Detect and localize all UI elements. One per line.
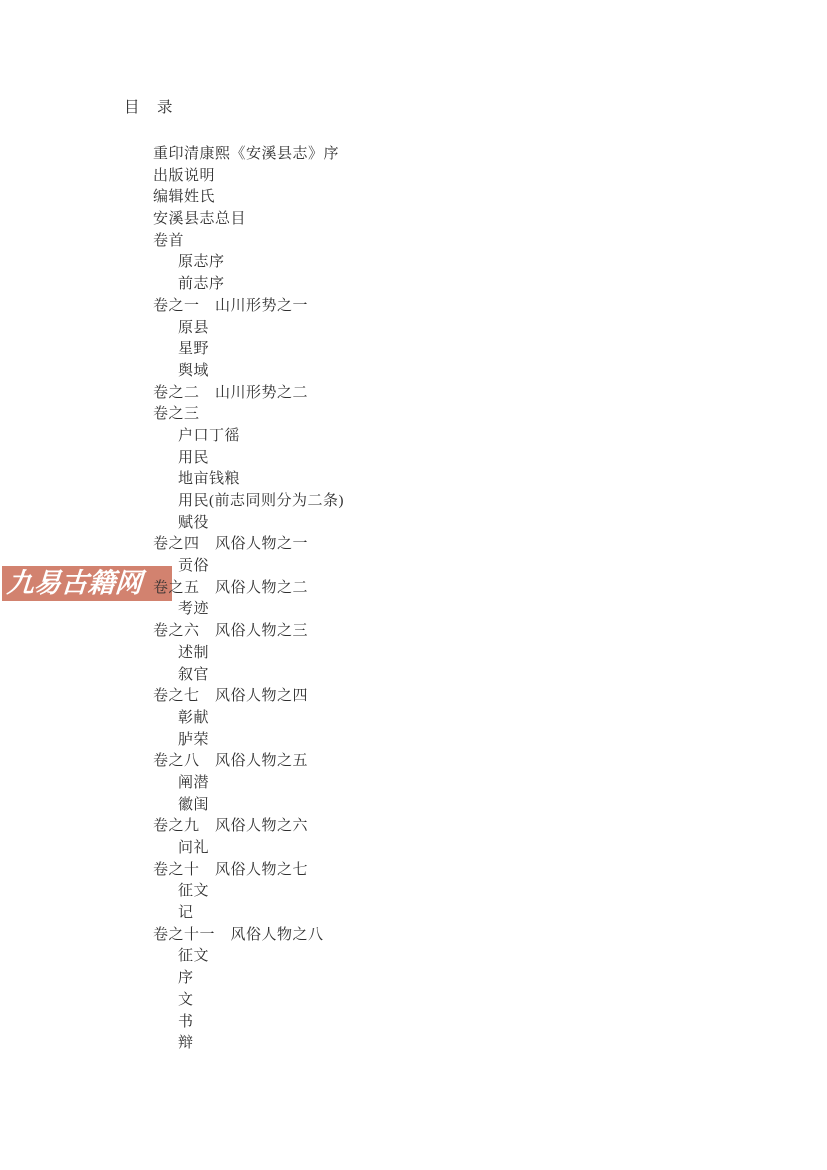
toc-entry: 卷之十一 风俗人物之八: [153, 926, 324, 943]
toc-entry: 舆域: [178, 362, 210, 379]
toc-entry: 卷之九 风俗人物之六: [153, 818, 309, 835]
toc-entry: 卷之六 风俗人物之三: [153, 623, 309, 640]
toc-entry: 述制: [178, 644, 210, 661]
toc-entry: 卷之十 风俗人物之七: [153, 861, 309, 878]
toc-entry: 用民: [178, 449, 210, 466]
toc-entry: 阐潜: [178, 774, 210, 791]
toc-entry: 卷之五 风俗人物之二: [153, 579, 309, 596]
toc-entry: 卷之一 山川形势之一: [153, 297, 309, 314]
toc-entry: 前志序: [178, 276, 225, 293]
toc-entry: 编辑姓氏: [153, 189, 216, 206]
toc-entry: 卷之八 风俗人物之五: [153, 753, 309, 770]
toc-entry: 征文: [178, 883, 210, 900]
toc-entry: 徽闺: [178, 796, 210, 813]
toc-entry: 卷之四 风俗人物之一: [153, 536, 309, 553]
toc-entry: 序: [178, 970, 194, 987]
toc-entry: 出版说明: [153, 167, 216, 184]
toc-entry: 卷之七 风俗人物之四: [153, 688, 309, 705]
toc-entry: 原志序: [178, 254, 225, 271]
toc-list: [0, 144, 827, 1055]
toc-entry: 辩: [178, 1035, 194, 1052]
toc-entry: 地亩钱粮: [178, 471, 241, 488]
toc-entry: 征文: [178, 948, 210, 965]
toc-entry: 彰献: [178, 709, 210, 726]
toc-entry: 考迹: [178, 601, 210, 618]
toc-entry: 重印清康熙《安溪县志》序: [153, 146, 340, 162]
toc-entry: 赋役: [178, 514, 210, 531]
toc-entry: 叙官: [178, 666, 210, 683]
toc-entry: 记: [178, 905, 194, 922]
toc-entry: 卷之三: [153, 406, 200, 423]
toc-entry: 胪荣: [178, 731, 210, 748]
toc-entry: 安溪县志总目: [153, 211, 247, 228]
toc-entry: 用民(前志同则分为二条): [178, 493, 344, 509]
toc-entry: 原县: [178, 319, 210, 336]
toc-entry: 卷之二 山川形势之二: [153, 384, 309, 401]
toc-entry: 卷首: [153, 232, 185, 249]
toc-entry: 书: [178, 1013, 194, 1030]
toc-entry: 户口丁徭: [178, 427, 241, 444]
toc-title: 目 录: [124, 99, 174, 116]
toc-entry: 贡俗: [178, 558, 210, 575]
toc-entry: 文: [178, 991, 194, 1008]
watermark-text: 九易古籍网: [5, 568, 144, 598]
toc-entry: 问礼: [178, 840, 210, 856]
toc-entry: 星野: [178, 341, 210, 358]
